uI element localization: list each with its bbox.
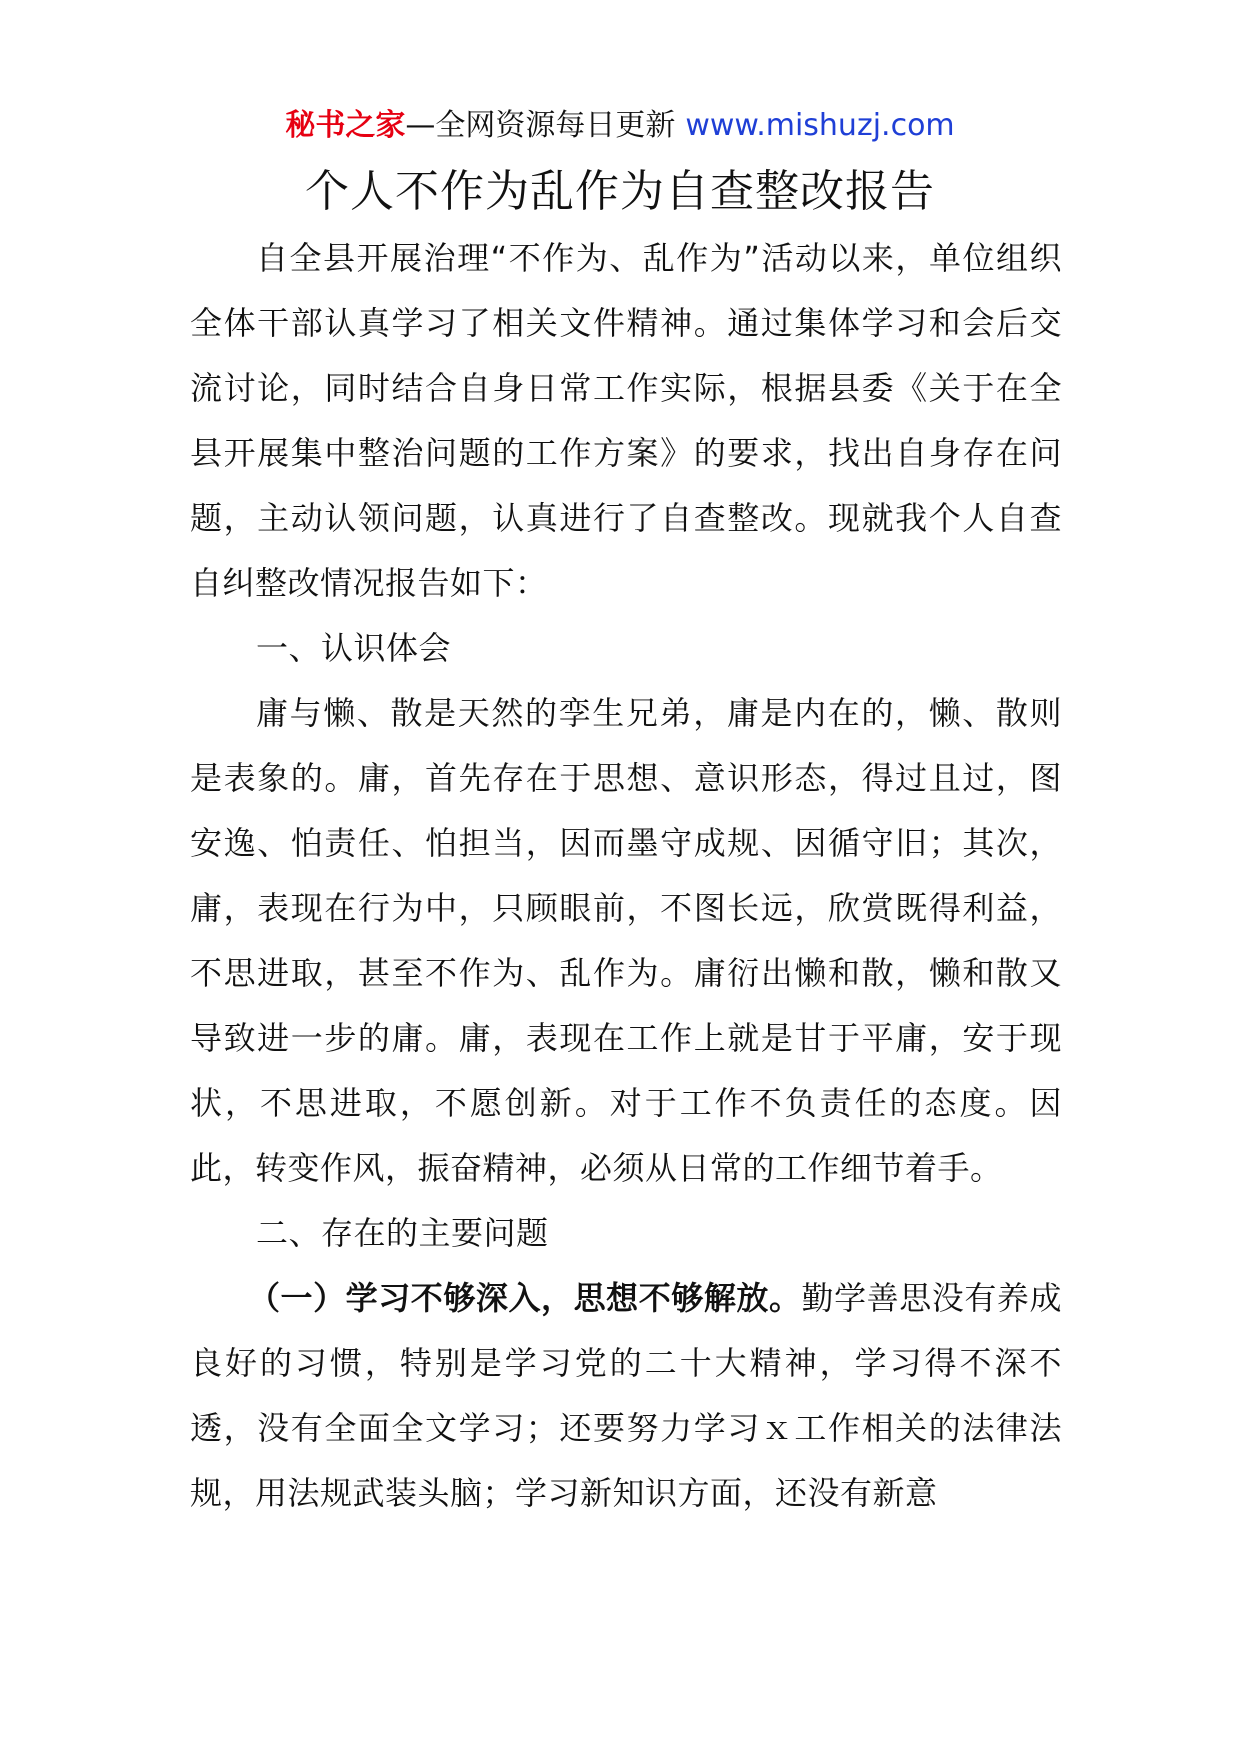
site-header bbox=[0, 106, 1240, 146]
document-body bbox=[190, 226, 1062, 1526]
problem-item-1-text: 勤学善思没有养成良好的习惯，特别是学习党的二十大精神，学习得不深不透，没有全面全文学习；还要努力学习ｘ工作相关的法律法规，用法规武装头脑；学习新知识方面，还没有新意 bbox=[190, 1279, 1062, 1512]
document-title: 个人不作为乱作为自查整改报告 bbox=[305, 166, 935, 217]
website-url[interactable]: www.mishuzj.com bbox=[685, 108, 955, 143]
problem-item-1-lead: （一）学习不够深入，思想不够解放。 bbox=[248, 1279, 802, 1317]
problem-item-1 bbox=[190, 1266, 1062, 1526]
section-heading-understanding: 一、认识体会 bbox=[256, 629, 452, 667]
brand-name: 秘书之家 bbox=[285, 108, 406, 143]
section-heading-problems: 二、存在的主要问题 bbox=[256, 1214, 549, 1252]
understanding-paragraph: 庸与懒、散是天然的孪生兄弟，庸是内在的，懒、散则是表象的。庸，首先存在于思想、意识形态，得过且过，图安逸、怕责任、怕担当，因而墨守成规、因循守旧；其次，庸，表现在行为中，只顾眼前，不图长远，欣赏既得利益，不思进取，甚至不作为、乱作为。庸衍出懒和散，懒和散又导致进一步的庸。庸，表现在工作上就是甘于平庸，安于现状，不思进取，不愿创新。对于工作不负责任的态度。因此，转变作风，振奋精神，必须从日常的工作细节着手。 bbox=[190, 694, 1062, 1187]
header-slogan: —全网资源每日更新 bbox=[405, 108, 676, 143]
intro-paragraph: 自全县开展治理“不作为、乱作为”活动以来，单位组织全体干部认真学习了相关文件精神。通过集体学习和会后交流讨论，同时结合自身日常工作实际，根据县委《关于在全县开展集中整治问题的工作方案》的要求，找出自身存在问题，主动认领问题，认真进行了自查整改。现就我个人自查自纠整改情况报告如下： bbox=[190, 239, 1062, 602]
